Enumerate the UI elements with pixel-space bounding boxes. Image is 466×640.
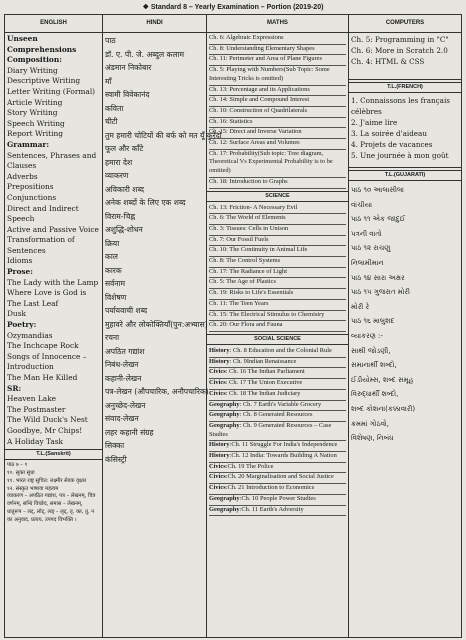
social-science-item	[209, 495, 346, 506]
social-topic-label: Geography	[209, 494, 240, 502]
hindi-item: पत्र-लेखन (औपचारिक, अनौपचारिक)	[105, 387, 209, 396]
social-science-item	[209, 473, 346, 484]
hindi-item: अनुच्छेद-लेखन	[105, 400, 146, 410]
english-item: Report Writing	[7, 129, 63, 139]
social-science-item	[209, 368, 346, 379]
hindi-header: HINDI	[103, 15, 206, 33]
english-item: SR:	[7, 383, 22, 393]
social-chapter: : Ch. 9 Generated Resources – Case Studies	[209, 421, 332, 438]
gujarati-item: નિલામીમાન	[351, 258, 384, 267]
english-item: Poetry:	[7, 320, 37, 330]
hindi-item: लहर कहानी संग्रह	[105, 427, 154, 437]
english-item: The Man He Killed	[7, 373, 78, 382]
social-topic-label: History	[209, 346, 230, 354]
french-item: 5. Une journée à mon goût	[351, 151, 449, 160]
social-topic-label: Civics	[209, 462, 226, 470]
gujarati-item: પત્રની વાતો	[351, 229, 382, 238]
social-chapter: : Ch. 8 Education and the Colonial Rule	[229, 346, 332, 354]
social-topic-label: Civics	[209, 389, 226, 397]
english-item: The Lady with the Lamp	[7, 277, 99, 287]
science-item: Ch. 3: Tissues: Cells in Unison	[209, 225, 346, 236]
social-chapter: : Ch. 9Indian Renaissance	[229, 357, 297, 365]
hindi-item: पाठ	[105, 36, 116, 45]
sanskrit-item: १०. सूक्त सुधा	[7, 469, 35, 476]
maths-item: Ch. 17: Probability(Sub topic: Tree diagram, Theoretical Vs Experimental Probability is to be omitted)	[209, 150, 346, 178]
science-item: Ch. 15: The Electrical Stimulus to Chemistry	[209, 311, 346, 322]
social-topic-label: Civics	[209, 473, 226, 481]
hindi-item: अपठित गद्यांश	[105, 346, 145, 356]
english-item: Dusk	[7, 309, 26, 319]
social-science-item	[209, 401, 346, 412]
english-item: Letter Writing (Formal)	[7, 86, 96, 96]
english-item: Speech Writing	[7, 118, 65, 128]
hindi-item: रचना	[105, 333, 120, 342]
hindi-item: संवाद-लेखन	[105, 414, 139, 423]
hindi-item: चीटी	[105, 117, 118, 126]
english-item: Goodbye, Mr Chips!	[7, 425, 83, 435]
english-header: ENGLISH	[5, 15, 102, 33]
social-chapter: :Ch. 21 Introduction to Economics	[225, 484, 315, 492]
social-science-item	[209, 358, 346, 369]
social-science-item	[209, 422, 346, 441]
english-item: Article Writing	[7, 97, 63, 107]
hindi-item: हमारा देश	[105, 157, 133, 167]
hindi-item: कहानी-लेखन	[105, 373, 142, 383]
french-box	[349, 95, 461, 168]
hindi-item: कंसिस्ट्री	[105, 454, 127, 464]
sanskrit-item: धातुरूप – लट्, लोट्, लङ् – लृट्, तृ, क्त, तु, न का अनुवाद, प्रत्यय, उपपद विभक्ति ।	[7, 508, 95, 523]
social-science-item	[209, 452, 346, 463]
english-item: Grammar:	[7, 139, 50, 149]
english-item: Adverbs	[7, 171, 38, 181]
gujarati-item: મોરી રે	[351, 302, 370, 311]
social-chapter: :Ch. 10 People Power Studies	[239, 494, 316, 502]
social-topic-label: History	[209, 452, 230, 460]
english-item: The Wild Duck's Nest	[7, 415, 88, 425]
hindi-item: विराम-चिह्न	[105, 211, 136, 221]
sanskrit-item: ११. भारत राष्ट्र सुचित: लक्ष्मीर सेवक वृक्षार	[7, 477, 87, 484]
gujarati-item: પાઠ ૧૬ માલુશદ	[351, 317, 395, 326]
hindi-item: कविता	[105, 103, 124, 113]
title-text: Standard 8 – Yearly Examination – Portion (2019-20)	[150, 4, 324, 11]
english-item: Composition:	[7, 55, 62, 65]
social-chapter: :Ch. 11 Struggle For India's Independence	[229, 441, 338, 449]
french-header: T.L.(FRENCH)	[349, 82, 461, 93]
social-chapter: : Ch. 7 Earth's Variable Grocery	[239, 400, 322, 408]
social-topic-label: History	[209, 357, 230, 365]
english-item: Where Love is God is	[7, 288, 87, 298]
science-item: Ch. 13: Friction- A Necessary Evil	[209, 204, 346, 215]
maths-item: Ch. 12: Surface Areas and Volumes	[209, 139, 346, 150]
social-chapter: : Ch. 16 The Indian Parliament	[225, 368, 305, 376]
computers-item: Ch. 4: HTML & CSS	[351, 57, 425, 66]
hindi-item: विशेषण	[105, 292, 127, 302]
computers-column	[349, 15, 461, 637]
hindi-item: पर्यायवाची शब्द	[105, 306, 148, 315]
hindi-item: निबंध-लेखन	[105, 360, 139, 369]
social-chapter: :Ch. 19 The Police	[225, 462, 274, 470]
english-item: Active and Passive Voice	[7, 224, 99, 234]
gujarati-item: ક્રમમાં ગોઠવો,	[351, 419, 390, 428]
gujarati-item: સમાનાર્થી શબ્દો,	[351, 361, 397, 370]
hindi-item: सर्वनाम	[105, 279, 126, 288]
maths-item: Ch. 11: Perimeter and Area of Plane Figures	[209, 55, 346, 66]
gujarati-item: વાંચીયા	[351, 200, 373, 209]
science-item: Ch. 20: Our Flora and Fauna	[209, 321, 346, 332]
science-item: Ch. 17: The Radiance of Light	[209, 268, 346, 279]
social-science-item	[209, 484, 346, 495]
science-item: Ch. 7: Our Fossil Fuels	[209, 236, 346, 247]
hindi-item: क्रिया	[105, 238, 120, 248]
french-item: 3. La soirée d'aideau	[351, 129, 427, 138]
computers-header: COMPUTERS	[349, 15, 461, 33]
maths-list	[207, 34, 348, 516]
gujarati-item: પાઠ ૧૨ રાચણુ	[351, 244, 391, 253]
gujarati-item: પાઠ ૧૦ આલાસીલા	[351, 186, 405, 194]
hindi-item: काल	[105, 252, 118, 261]
gujarati-item: ઈડીયોમ્સ, શબ્દ સમૂહ	[351, 375, 414, 384]
hindi-item: अनेक शब्दों के लिए एक शब्द	[105, 198, 186, 207]
social-science-item	[209, 390, 346, 401]
social-science-item	[209, 347, 346, 358]
maths-item: Ch. 14: Simple and Compound Interest	[209, 96, 346, 107]
science-item: Ch. 8: The Control Systems	[209, 257, 346, 268]
hindi-item: अविकारी शब्द	[105, 184, 144, 194]
page-title: ❖ Standard 8 – Yearly Examination – Portion (2019-20)	[142, 4, 324, 11]
computers-item: Ch. 5: Programming in "C"	[351, 35, 449, 44]
social-science-item	[209, 463, 346, 474]
english-column	[5, 15, 103, 637]
gujarati-item: વિશેષણ, નિબંધ	[351, 434, 394, 443]
computers-list	[349, 34, 461, 446]
science-item: Ch. 6: The World of Elements	[209, 214, 346, 225]
maths-column	[207, 15, 349, 637]
gujarati-item: સાથી જોડણી,	[351, 346, 391, 355]
hindi-item: माँ	[105, 76, 112, 86]
social-science-item	[209, 379, 346, 390]
gujarati-item: વ્યાકરણ :-	[351, 331, 383, 340]
social-chapter: :Ch. 20 Marginalisation and Social Justice	[225, 473, 334, 481]
gujarati-item: શબ્દ કોશના(કક્કાવારી)	[351, 404, 416, 413]
social-science-header: SOCIAL SCIENCE	[207, 334, 348, 345]
maths-item: Ch. 8: Understanding Elementary Shapes	[209, 45, 346, 56]
hindi-item: व्याकरण	[105, 171, 129, 180]
english-item: The Last Leaf	[7, 298, 59, 308]
maths-header: MATHS	[207, 15, 348, 33]
english-list	[5, 34, 102, 525]
maths-item: Ch. 13: Percentage and its Applications	[209, 86, 346, 97]
english-item: Prepositions	[7, 182, 54, 192]
social-science-item	[209, 441, 346, 452]
gujarati-item: પાઠ ૧૧ એક જાદુઈ	[351, 215, 406, 224]
social-science-item	[209, 411, 346, 422]
hindi-item: स्वामी विवेकानंद	[105, 90, 150, 99]
portion-table	[4, 14, 462, 638]
english-item: Transformation of Sentences	[7, 235, 75, 255]
maths-item: Ch. 10: Construction of Quadrilaterals	[209, 107, 346, 118]
sanskrit-header: T.L.(Sanskrit)	[5, 449, 102, 460]
social-chapter: : Ch. 17 The Union Executive	[225, 379, 303, 387]
social-topic-label: Geography	[209, 421, 240, 429]
english-item: Unseen Comprehensions	[7, 34, 77, 54]
english-item: Story Writing	[7, 108, 58, 118]
english-item: Ozymandias	[7, 330, 53, 340]
english-item: Diary Writing	[7, 65, 58, 75]
science-item: Ch. 11: The Teen Years	[209, 300, 346, 311]
social-chapter: : Ch. 18 The Indian Judiciary	[225, 389, 301, 397]
social-chapter: : Ch. 8 Generated Resources	[239, 411, 313, 419]
computers-box	[349, 34, 461, 80]
maths-item: Ch. 15: Direct and Inverse Variation	[209, 128, 346, 139]
social-topic-label: Civics	[209, 368, 226, 376]
english-item: Sentences, Phrases and Clauses	[7, 150, 97, 171]
science-item: Ch. 10: The Continuity in Animal Life	[209, 246, 346, 257]
social-topic-label: Geography	[209, 505, 240, 513]
social-chapter: :Ch. 11 Earth's Adversity	[239, 505, 304, 513]
english-item: Songs of Innocence – Introduction	[7, 351, 87, 372]
english-item: Direct and Indirect Speech	[7, 203, 79, 224]
sanskrit-item: १२. संस्कृत भाषाया महत्वम	[7, 485, 59, 492]
sanskrit-item: व्याकरण – अपठित गद्यांश, पत्र – लेखनम्, चित्र वर्णनम्, सन्धि विच्छेद, समास – लेखनम्,	[7, 493, 96, 508]
science-item: Ch. 5: The Age of Plastics	[209, 278, 346, 289]
social-topic-label: Geography	[209, 400, 240, 408]
english-item: The Postmaster	[7, 404, 66, 414]
english-item: Conjunctions	[7, 192, 57, 202]
social-science-item	[209, 506, 346, 517]
english-item: A Holiday Task	[7, 436, 64, 446]
maths-item: Ch. 6: Algebraic Expressions	[209, 34, 346, 45]
maths-item: Ch. 16: Statistics	[209, 118, 346, 129]
french-item: 1. Connaissons les français célèbres	[351, 96, 450, 116]
english-item: Descriptive Writing	[7, 76, 81, 86]
computers-item: Ch. 6: More in Scratch 2.0	[351, 46, 448, 55]
maths-item: Ch. 5: Playing with Numbers(Sub Topic: Some Interesting Tricks is omitted)	[209, 66, 346, 85]
hindi-item: कारक	[105, 265, 122, 275]
english-item: Heaven Lake	[7, 394, 57, 404]
science-header: SCIENCE	[207, 191, 348, 202]
english-item: Idioms	[7, 256, 33, 266]
gujarati-item: પાઠ ૧૫ ગુજરાત મોરી	[351, 288, 411, 297]
social-chapter: :Ch. 12 India: Towards Building A Nation	[229, 452, 337, 460]
maths-item: Ch. 18: Introduction to Graphs	[209, 178, 346, 189]
hindi-item: अंडमान निकोबार	[105, 63, 152, 72]
gujarati-header: T.L.(GUJARATI)	[349, 170, 461, 181]
english-item: Prose:	[7, 267, 33, 277]
gujarati-item: પાઠ ૧૪ સારા અક્ષર	[351, 273, 405, 282]
hindi-item: अशुद्धि-शोधन	[105, 225, 143, 234]
french-item: 2. J'aime lire	[351, 118, 398, 127]
social-topic-label: History	[209, 441, 230, 449]
sanskrit-item: पाठ ७ – ९	[7, 462, 28, 469]
french-item: 4. Projets de vacances	[351, 140, 433, 149]
gujarati-item: વિરુદ્ધાર્થી શબ્દો,	[351, 390, 399, 399]
social-topic-label: Geography	[209, 411, 240, 419]
hindi-item: डॉ. ए. पी. जे. अब्दुल कलाम	[105, 49, 185, 59]
hindi-item: मुहावरे और लोकोक्तियाँ(पुन:अभ्यास)	[105, 319, 208, 329]
hindi-item: तुम हमारी चोटियों की बर्फ को मत यूँ कुरेदो	[105, 130, 222, 140]
hindi-item: फूल और काँटे	[105, 144, 144, 153]
social-topic-label: Civics	[209, 484, 226, 492]
science-item: Ch. 19: Risks to Life's Essentials	[209, 289, 346, 300]
social-topic-label: Civics	[209, 379, 226, 387]
hindi-item: सिक्का	[105, 441, 125, 450]
english-item: The Inchcape Rock	[7, 341, 79, 351]
